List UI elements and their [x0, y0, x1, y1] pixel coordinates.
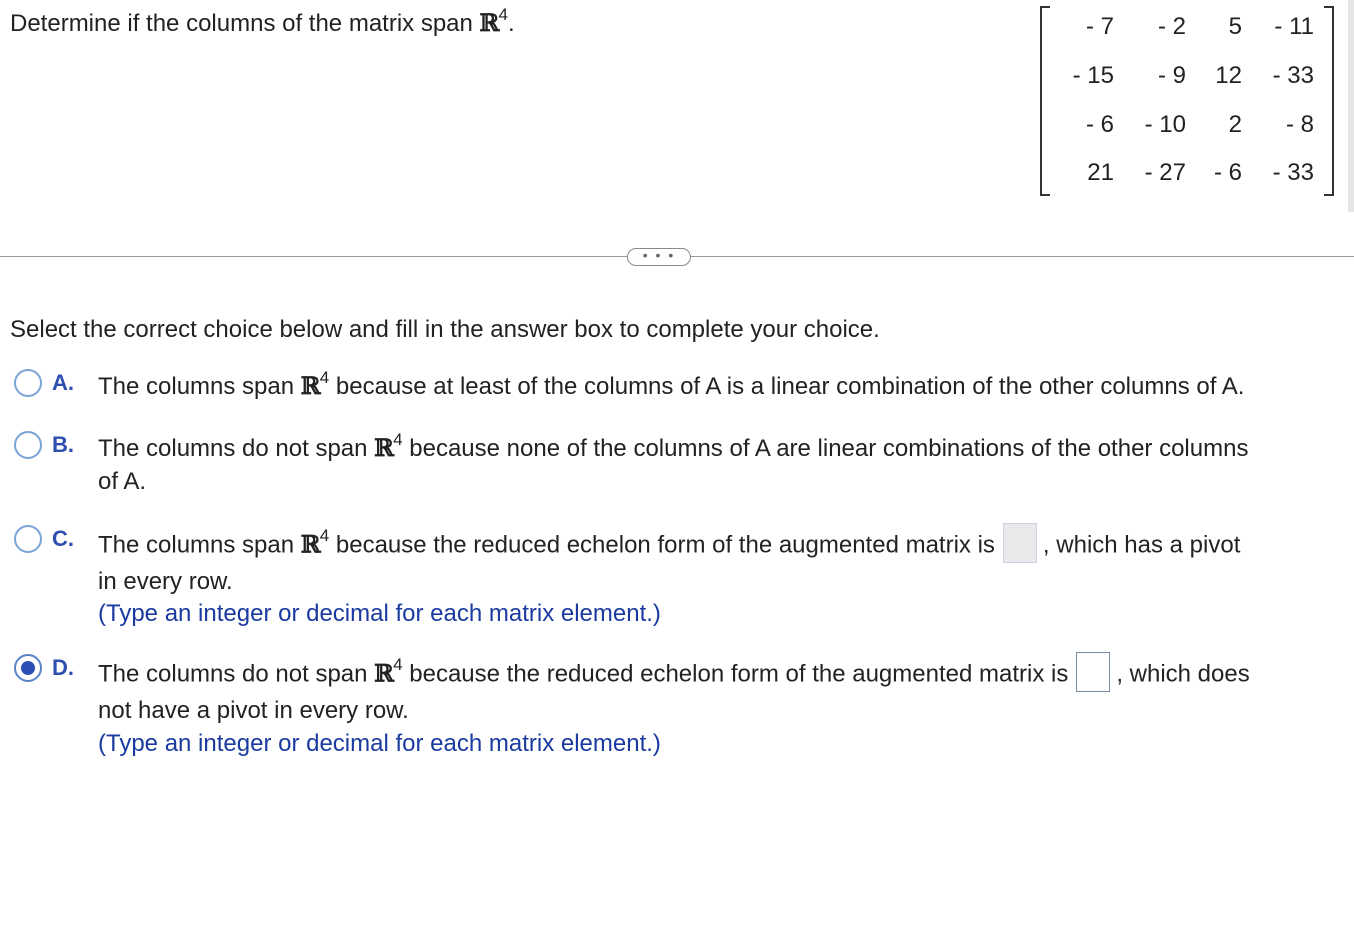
- choice-c-before: The columns span: [98, 531, 301, 559]
- scrollbar-edge[interactable]: [1348, 0, 1354, 212]
- space-exponent: 4: [498, 5, 508, 24]
- choice-c-text[interactable]: [98, 526, 1240, 566]
- choice-c-answer-box[interactable]: [1003, 523, 1037, 563]
- choice-b-after: because none of the columns of A are linear combinations of the other columns: [402, 435, 1249, 462]
- real-space-symbol: ℝ: [374, 433, 394, 462]
- matrix-cell: - 2: [1157, 13, 1186, 40]
- matrix-cell: - 11: [1274, 13, 1314, 40]
- matrix-row: [1040, 158, 1334, 188]
- matrix-row: [1040, 61, 1334, 91]
- choice-a-after: because at least of the columns of A is a linear combination of the other columns of A.: [329, 373, 1245, 400]
- choice-d-before: The columns do not span: [98, 660, 375, 688]
- matrix-row: [1040, 110, 1334, 140]
- question-prefix: Determine if the columns of the matrix span: [10, 10, 480, 37]
- choice-d-answer-box[interactable]: [1076, 652, 1110, 692]
- instruction-text: Select the correct choice below and fill in the answer box to complete your choice.: [10, 316, 880, 343]
- matrix-cell: 12: [1215, 62, 1242, 89]
- choice-b-text[interactable]: [98, 432, 1248, 465]
- space-exponent: 4: [319, 526, 330, 546]
- matrix: [1040, 6, 1334, 198]
- choice-d-after: because the reduced echelon form of the augmented matrix is: [402, 660, 1069, 688]
- choice-c-hint: (Type an integer or decimal for each matrix element.): [98, 600, 661, 627]
- choice-d-letter: D.: [52, 655, 74, 680]
- matrix-cell: - 6: [1213, 159, 1242, 186]
- choice-c-after: because the reduced echelon form of the augmented matrix is: [329, 531, 995, 559]
- matrix-cell: - 15: [1072, 62, 1114, 89]
- choice-b-letter: B.: [52, 432, 74, 457]
- real-space-symbol: ℝ: [374, 658, 394, 688]
- choice-d-text[interactable]: [98, 655, 1250, 695]
- choice-c-letter: C.: [52, 526, 74, 551]
- real-space-symbol: ℝ: [300, 529, 320, 559]
- choice-b-radio[interactable]: [14, 431, 42, 459]
- question-text: [10, 5, 515, 39]
- choice-a-radio[interactable]: [14, 369, 42, 397]
- matrix-row: [1040, 12, 1334, 42]
- real-space-symbol: ℝ: [479, 8, 499, 37]
- choice-c-radio[interactable]: [14, 525, 42, 553]
- choice-a-before: The columns span: [98, 373, 301, 400]
- choice-b-line2: of A.: [98, 468, 147, 495]
- choice-a-text[interactable]: [98, 370, 1244, 403]
- choice-c-after-box: , which has a pivot: [1042, 531, 1241, 559]
- choice-d-after-box: , which does: [1116, 660, 1250, 688]
- matrix-cell: - 7: [1085, 13, 1114, 40]
- real-space-symbol: ℝ: [300, 371, 320, 400]
- choice-d-radio[interactable]: [14, 654, 42, 682]
- matrix-cell: 2: [1228, 111, 1242, 138]
- expand-more-button[interactable]: • • •: [627, 248, 691, 266]
- choice-b-before: The columns do not span: [98, 435, 375, 462]
- matrix-cell: 21: [1087, 159, 1114, 186]
- matrix-cell: - 10: [1144, 111, 1186, 138]
- choice-a-letter: A.: [52, 370, 74, 395]
- matrix-cell: - 33: [1272, 159, 1314, 186]
- matrix-cell: 5: [1228, 13, 1242, 40]
- choice-d-line2: not have a pivot in every row.: [98, 697, 409, 724]
- choice-c-line2: in every row.: [98, 568, 233, 595]
- matrix-cell: - 6: [1085, 111, 1114, 138]
- matrix-cell: - 9: [1157, 62, 1186, 89]
- space-exponent: 4: [393, 655, 403, 675]
- choice-d-hint: (Type an integer or decimal for each matrix element.): [98, 730, 661, 757]
- space-exponent: 4: [393, 430, 403, 449]
- matrix-cell: - 8: [1285, 111, 1314, 138]
- space-exponent: 4: [319, 368, 330, 387]
- question-suffix: .: [507, 10, 515, 37]
- matrix-cell: - 27: [1144, 159, 1186, 186]
- matrix-cell: - 33: [1272, 62, 1314, 89]
